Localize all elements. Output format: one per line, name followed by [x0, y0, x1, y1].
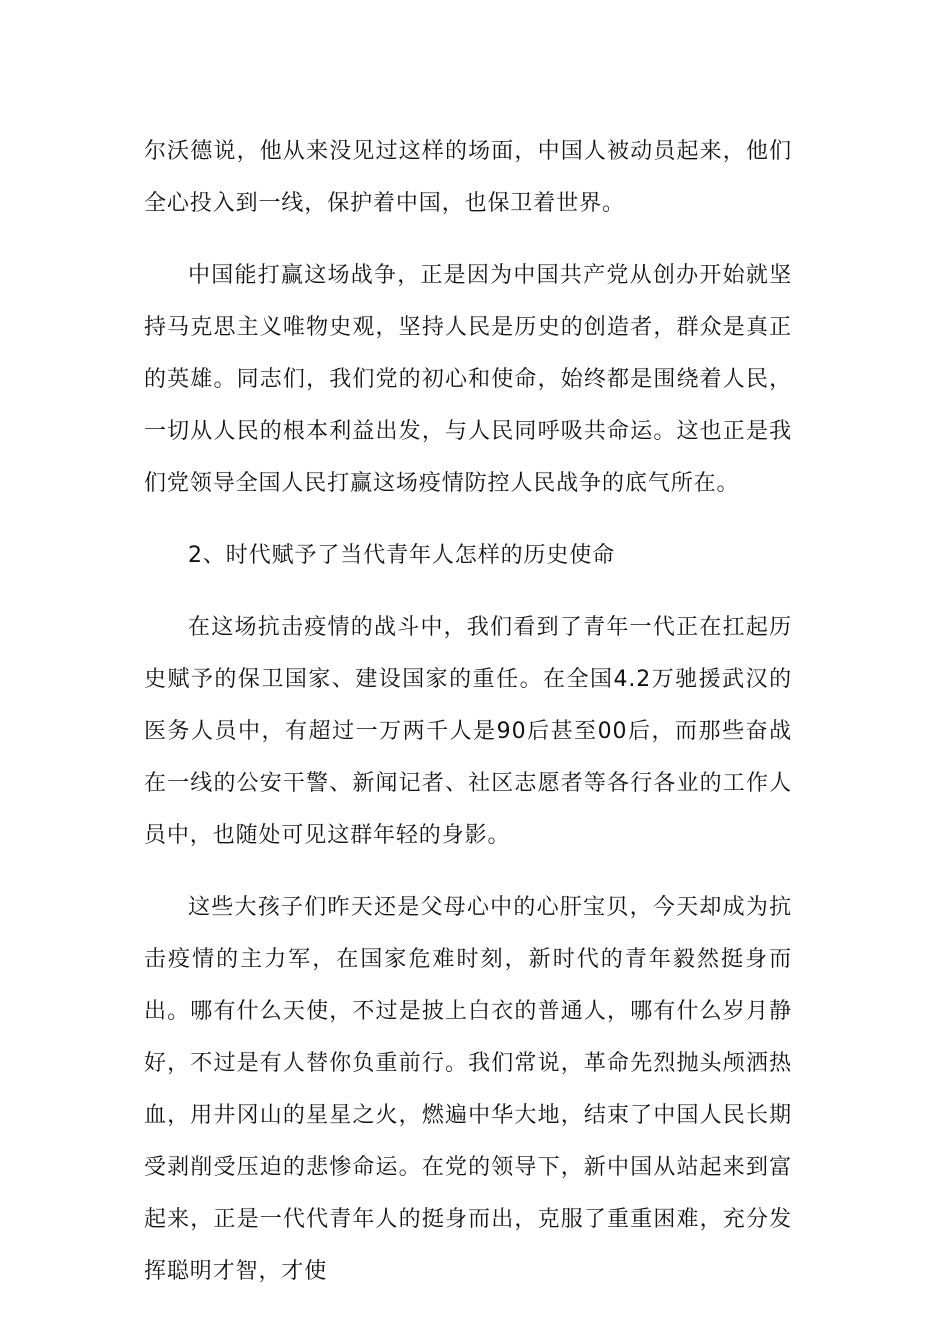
section-heading: 2、时代赋予了当代青年人怎样的历史使命 [188, 543, 616, 568]
document-body [144, 126, 792, 1318]
paragraph-1: 尔沃德说，他从来没见过这样的场面，中国人被动员起来，他们全心投入到一线，保护着中国，也保卫着世界。 [144, 139, 792, 216]
paragraph-3: 在这场抗击疫情的战斗中，我们看到了青年一代正在扛起历史赋予的保卫国家、建设国家的重任。在全国4.2万驰援武汉的医务人员中，有超过一万两千人是90后甚至00后，而那些奋战在一线的公安干警、新闻记者、社区志愿者等各行各业的工作人员中，也随处可见这群年轻的身影。 [144, 615, 792, 848]
paragraph-4: 这些大孩子们昨天还是父母心中的心肝宝贝，今天却成为抗击疫情的主力军，在国家危难时刻，新时代的青年毅然挺身而出。哪有什么天使，不过是披上白衣的普通人，哪有什么岁月静好，不过是有人替你负重前行。我们常说，革命先烈抛头颅洒热血，用井冈山的星星之火，燃遍中华大地，结束了中国人民长期受剥削受压迫的悲惨命运。在党的领导下，新中国从站起来到富起来，正是一代代青年人的挺身而出，克服了重重困难，充分发挥聪明才智，才使 [144, 895, 792, 1284]
paragraph-2: 中国能打赢这场战争，正是因为中国共产党从创办开始就坚持马克思主义唯物史观，坚持人民是历史的创造者，群众是真正的英雄。同志们，我们党的初心和使命，始终都是围绕着人民，一切从人民的根本利益出发，与人民同呼吸共命运。这也正是我们党领导全国人民打赢这场疫情防控人民战争的底气所在。 [144, 263, 792, 496]
